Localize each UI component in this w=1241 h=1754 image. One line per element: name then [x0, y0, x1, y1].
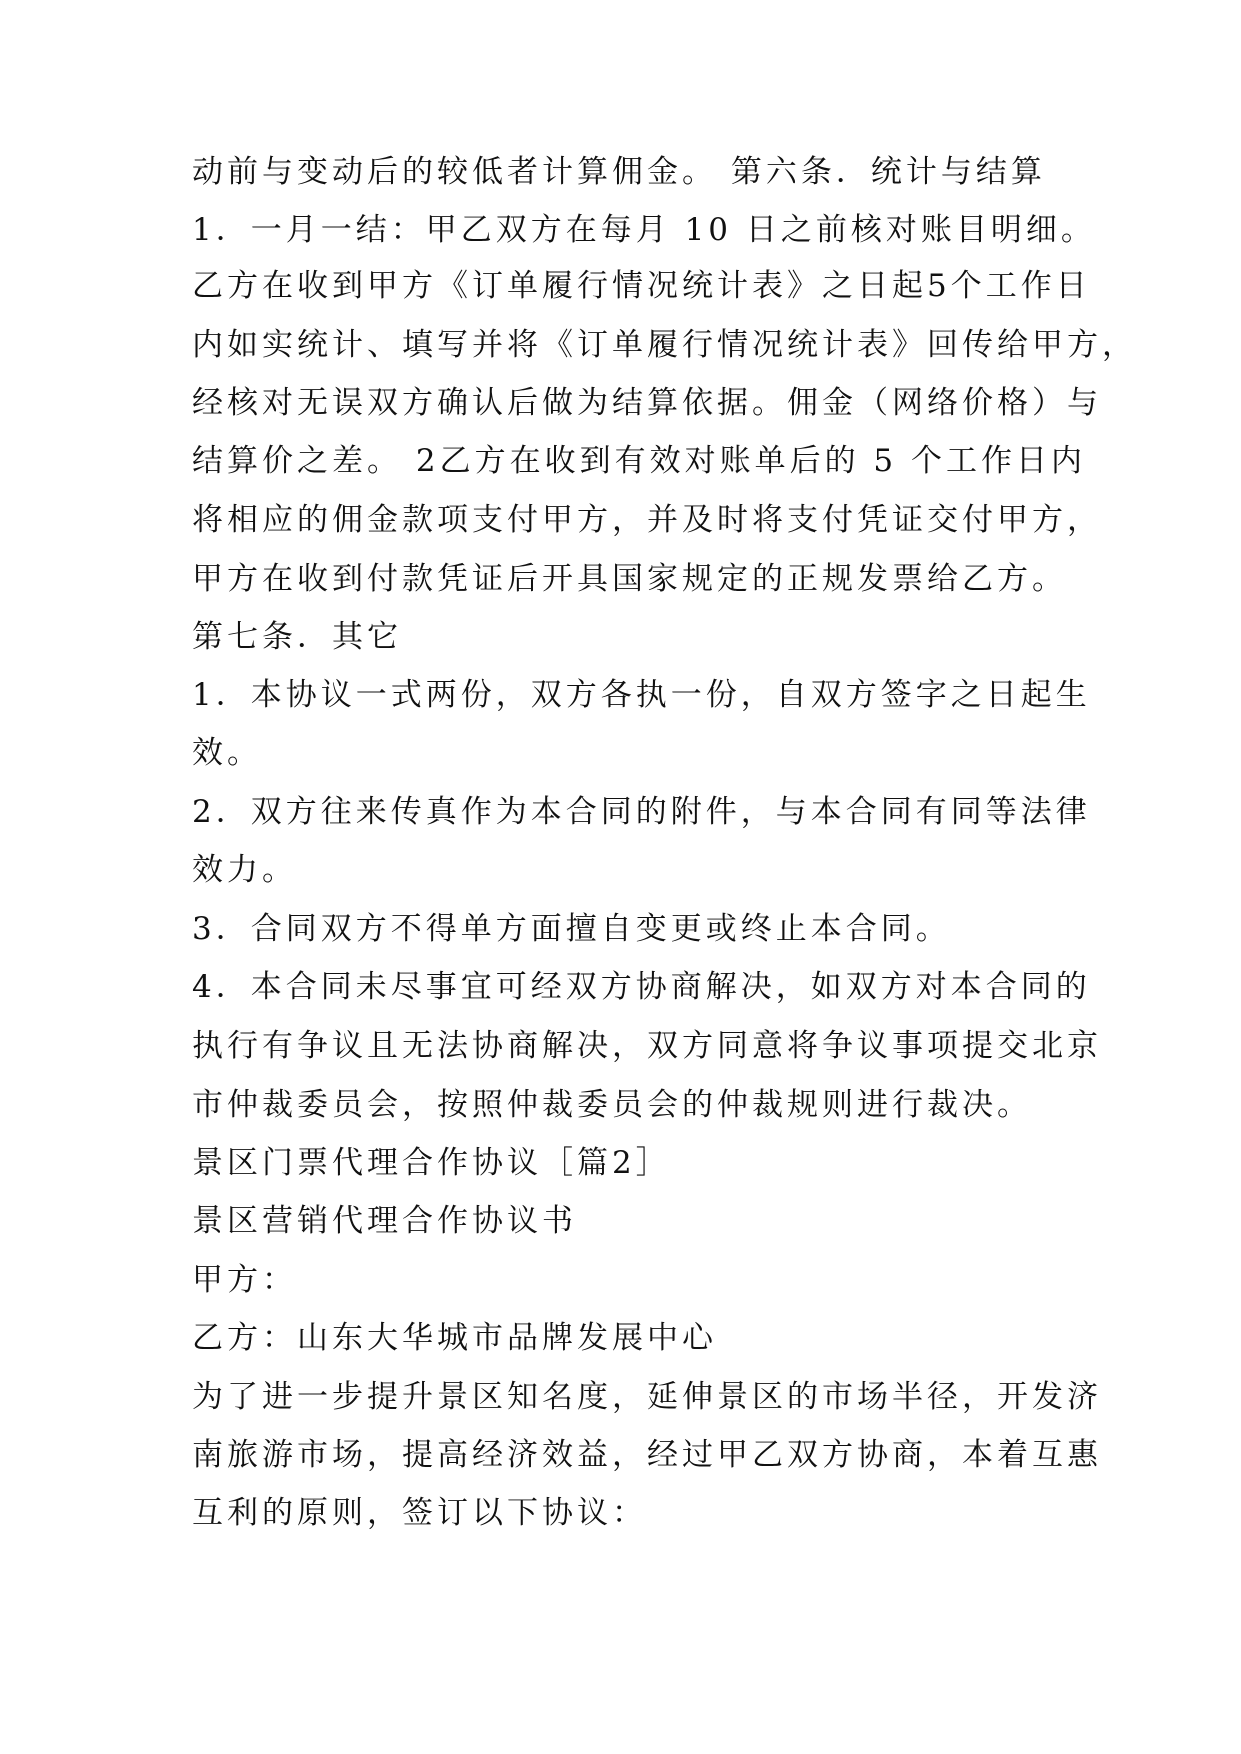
text-line: 甲方在收到付款凭证后开具国家规定的正规发票给乙方。: [192, 561, 1067, 597]
text-line: 内如实统计、填写并将《订单履行情况统计表》回传给甲方，: [192, 327, 1137, 363]
text-line: 4．本合同未尽事宜可经双方协商解决，如双方对本合同的: [192, 969, 1091, 1005]
party-b-line: 乙方：山东大华城市品牌发展中心: [192, 1320, 717, 1356]
text-line: 结算价之差。 2乙方在收到有效对账单后的 5 个工作日内: [192, 443, 1087, 479]
text-line: 1．一月一结：甲乙双方在每月 10 日之前核对账目明细。: [192, 212, 1096, 248]
text-line: 2．双方往来传真作为本合同的附件，与本合同有同等法律: [192, 794, 1091, 830]
text-line: 经核对无误双方确认后做为结算依据。佣金（网络价格）与: [192, 385, 1102, 421]
text-line: 效。: [192, 735, 262, 771]
text-line: 将相应的佣金款项支付甲方，并及时将支付凭证交付甲方，: [192, 502, 1102, 538]
text-line: 效力。: [192, 852, 297, 888]
text-line: 1．本协议一式两份，双方各执一份，自双方签字之日起生: [192, 677, 1091, 713]
text-line: 乙方在收到甲方《订单履行情况统计表》之日起5个工作日: [192, 268, 1091, 304]
text-line: 南旅游市场，提高经济效益，经过甲乙双方协商，本着互惠: [192, 1437, 1102, 1473]
text-line: 动前与变动后的较低者计算佣金。 第六条．统计与结算: [192, 154, 1046, 190]
section-heading: 景区门票代理合作协议［篇2］: [192, 1145, 671, 1181]
party-a-line: 甲方：: [192, 1262, 297, 1298]
section-heading: 第七条．其它: [192, 619, 402, 655]
document-title: 景区营销代理合作协议书: [192, 1203, 577, 1239]
text-line: 3．合同双方不得单方面擅自变更或终止本合同。: [192, 911, 951, 947]
text-line: 执行有争议且无法协商解决，双方同意将争议事项提交北京: [192, 1028, 1102, 1064]
text-line: 市仲裁委员会，按照仲裁委员会的仲裁规则进行裁决。: [192, 1087, 1032, 1123]
text-line: 为了进一步提升景区知名度，延伸景区的市场半径，开发济: [192, 1379, 1102, 1415]
text-line: 互利的原则，签订以下协议：: [192, 1495, 647, 1531]
